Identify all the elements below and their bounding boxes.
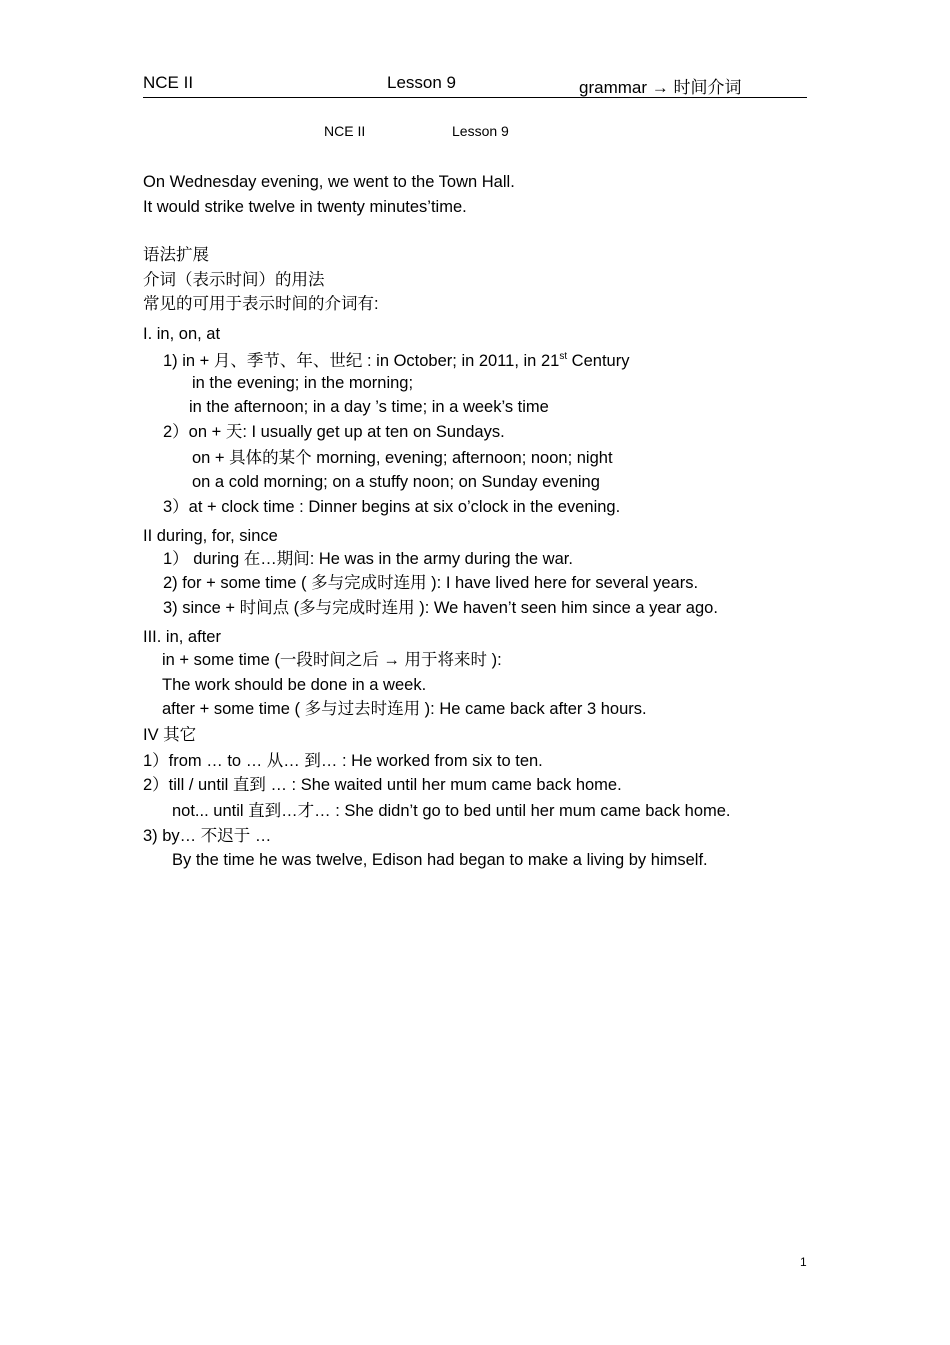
section-1-item-1-line-2: in the evening; in the morning; (192, 374, 414, 392)
page-number: 1 (800, 1255, 807, 1269)
section-2-item-2: 2) for + some time ( 多与完成时连用 ): I have lived here for several years. (163, 574, 699, 592)
section-1-item-1-text: 1) in + 月、季节、年、世纪 : in October; in 2011, in 21 (163, 352, 560, 370)
section-4-item-3-line-2: By the time he was twelve, Edison had began to make a living by himself. (172, 851, 708, 869)
ext-heading-2: 介词（表示时间）的用法 (143, 271, 325, 289)
section-1-item-1 (163, 347, 629, 371)
section-1-item-1-line-3: in the afternoon; in a day ’s time; in a week’s time (189, 398, 549, 416)
superscript-st: st (559, 351, 568, 362)
ext-heading-1: 语法扩展 (143, 246, 209, 264)
section-4-title: IV 其它 (143, 726, 197, 744)
intro-line-1: On Wednesday evening, we went to the Town Hall. (143, 173, 515, 191)
subheader-left: NCE II (324, 123, 366, 139)
section-4-item-2: 2）till / until 直到 … : She waited until her mum came back home. (143, 776, 622, 794)
ext-heading-3: 常见的可用于表示时间的介词有: (143, 295, 379, 313)
section-4-item-2-line-2: not... until 直到…才… : She didn’t go to bed until her mum came back home. (172, 802, 731, 820)
section-4-item-1: 1）from … to … 从… 到… : He worked from six to ten. (143, 752, 543, 770)
intro-line-2: It would strike twelve in twenty minutes’time. (143, 198, 467, 216)
section-1-item-2-line-2: on + 具体的某个 morning, evening; afternoon; noon; night (192, 449, 613, 467)
header-rule (143, 97, 807, 98)
header-left: NCE II (143, 73, 194, 92)
section-3-line-3: after + some time ( 多与过去时连用 ): He came back after 3 hours. (162, 700, 647, 718)
section-1-item-1-tail: Century (567, 352, 630, 370)
section-1-item-2-line-3: on a cold morning; on a stuffy noon; on Sunday evening (192, 473, 600, 491)
section-3-line-1: in + some time (一段时间之后 → 用于将来时 ): (162, 651, 502, 669)
subheader-right: Lesson 9 (452, 123, 509, 139)
section-2-item-3: 3) since + 时间点 (多与完成时连用 ): We haven’t seen him since a year ago. (163, 599, 718, 617)
section-1-title: I. in, on, at (143, 325, 221, 343)
header-right: grammar → 时间介词 (579, 78, 742, 97)
section-2-item-1: 1） during 在…期间: He was in the army during the war. (163, 550, 573, 568)
header-center: Lesson 9 (387, 73, 456, 92)
section-1-item-3: 3）at + clock time : Dinner begins at six o’clock in the evening. (163, 498, 621, 516)
section-1-item-2: 2）on + 天: I usually get up at ten on Sundays. (163, 423, 505, 441)
section-3-line-2: The work should be done in a week. (162, 676, 427, 694)
section-2-title: II during, for, since (143, 527, 278, 545)
section-4-item-3: 3) by… 不迟于 … (143, 827, 272, 845)
section-3-title: III. in, after (143, 628, 221, 646)
